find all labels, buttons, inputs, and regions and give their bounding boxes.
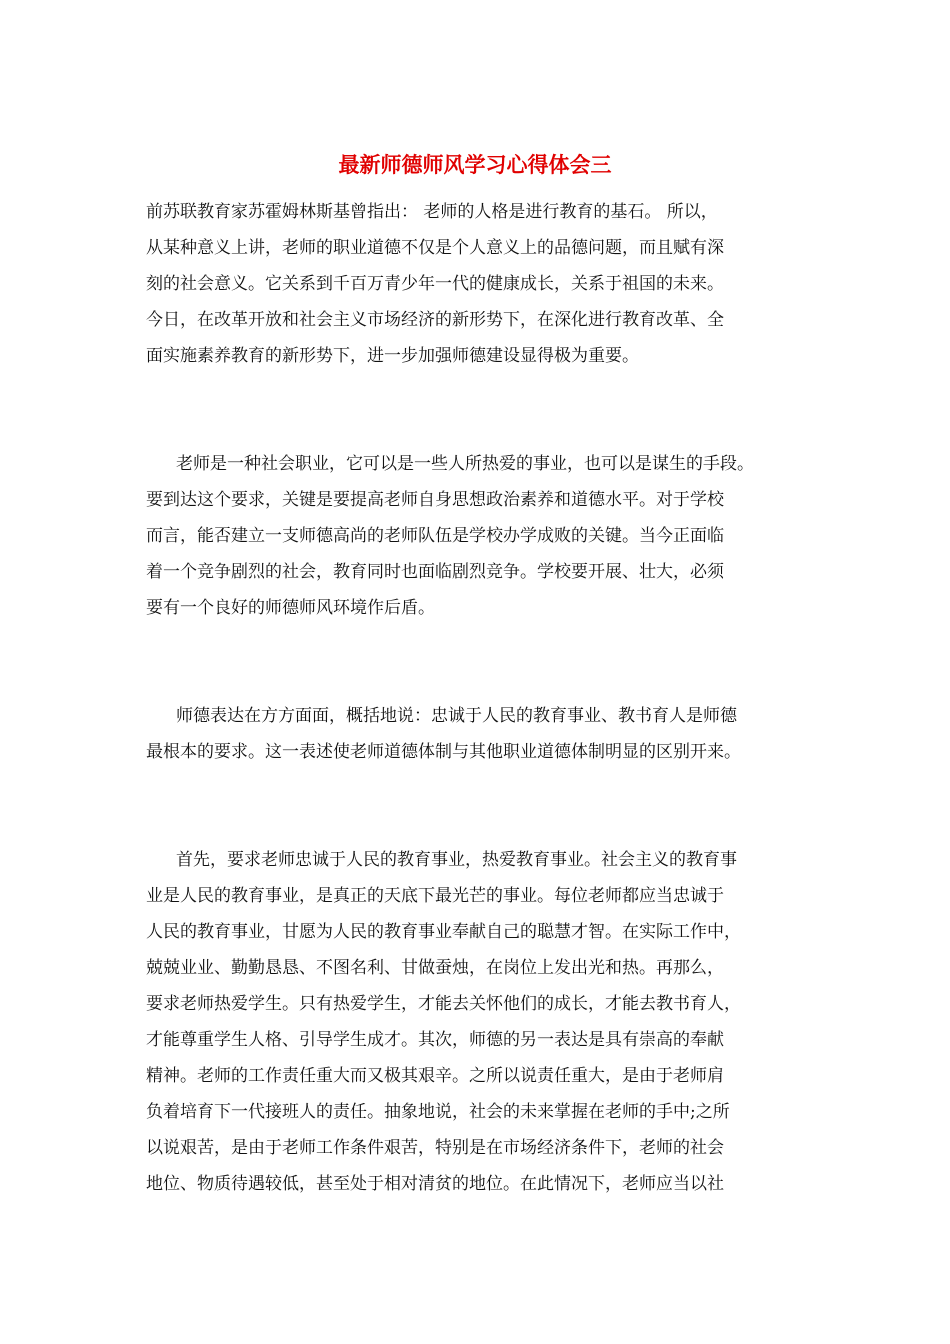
paragraph-line: 地位、物质待遇较低，甚至处于相对清贫的地位。在此情况下，老师应当以社 <box>146 1174 724 1194</box>
paragraph-line: 以说艰苦，是由于老师工作条件艰苦，特别是在市场经济条件下，老师的社会 <box>146 1138 724 1158</box>
paragraph-4 <box>146 842 826 1202</box>
paragraph-3 <box>146 698 826 770</box>
paragraph-line: 从某种意义上讲，老师的职业道德不仅是个人意义上的品德问题，而且赋有深 <box>146 238 724 258</box>
paragraph-line: 才能尊重学生人格、引导学生成才。其次，师德的另一表达是具有崇高的奉献 <box>146 1030 724 1050</box>
paragraph-line: 负着培育下一代接班人的责任。抽象地说，社会的未来掌握在老师的手中;之所 <box>146 1102 730 1122</box>
paragraph-line: 精神。老师的工作责任重大而又极其艰辛。之所以说责任重大，是由于老师肩 <box>146 1066 724 1086</box>
paragraph-line: 最根本的要求。这一表述使老师道德体制与其他职业道德体制明显的区别开来。 <box>146 742 741 762</box>
paragraph-2 <box>146 446 826 626</box>
paragraph-line: 要到达这个要求，关键是要提高老师自身思想政治素养和道德水平。对于学校 <box>146 490 724 510</box>
paragraph-line: 首先，要求老师忠诚于人民的教育事业，热爱教育事业。社会主义的教育事 <box>176 850 737 870</box>
paragraph-line: 要求老师热爱学生。只有热爱学生，才能去关怀他们的成长，才能去教书育人， <box>146 994 741 1014</box>
paragraph-line: 而言，能否建立一支师德高尚的老师队伍是学校办学成败的关键。当今正面临 <box>146 526 724 546</box>
paragraph-1 <box>146 194 826 374</box>
paragraph-line: 业是人民的教育事业，是真正的天底下最光芒的事业。每位老师都应当忠诚于 <box>146 886 724 906</box>
paragraph-line: 前苏联教育家苏霍姆林斯基曾指出： 老师的人格是进行教育的基石。 所以， <box>146 202 718 222</box>
paragraph-line: 着一个竞争剧烈的社会，教育同时也面临剧烈竞争。学校要开展、壮大，必须 <box>146 562 724 582</box>
paragraph-line: 刻的社会意义。它关系到千百万青少年一代的健康成长，关系于祖国的未来。 <box>146 274 724 294</box>
paragraph-line: 要有一个良好的师德师风环境作后盾。 <box>146 598 435 618</box>
paragraph-line: 师德表达在方方面面，概括地说：忠诚于人民的教育事业、教书育人是师德 <box>176 706 737 726</box>
paragraph-line: 今日，在改革开放和社会主义市场经济的新形势下，在深化进行教育改革、全 <box>146 310 724 330</box>
paragraph-line: 兢兢业业、勤勤恳恳、不图名利、甘做蚕烛，在岗位上发出光和热。再那么， <box>146 958 724 978</box>
paragraph-line: 人民的教育事业，甘愿为人民的教育事业奉献自己的聪慧才智。在实际工作中， <box>146 922 741 942</box>
document-title: 最新师德师风学习心得体会三 <box>338 152 612 177</box>
paragraph-line: 面实施素养教育的新形势下，进一步加强师德建设显得极为重要。 <box>146 346 639 366</box>
paragraph-line: 老师是一种社会职业，它可以是一些人所热爱的事业，也可以是谋生的手段。 <box>176 454 754 474</box>
